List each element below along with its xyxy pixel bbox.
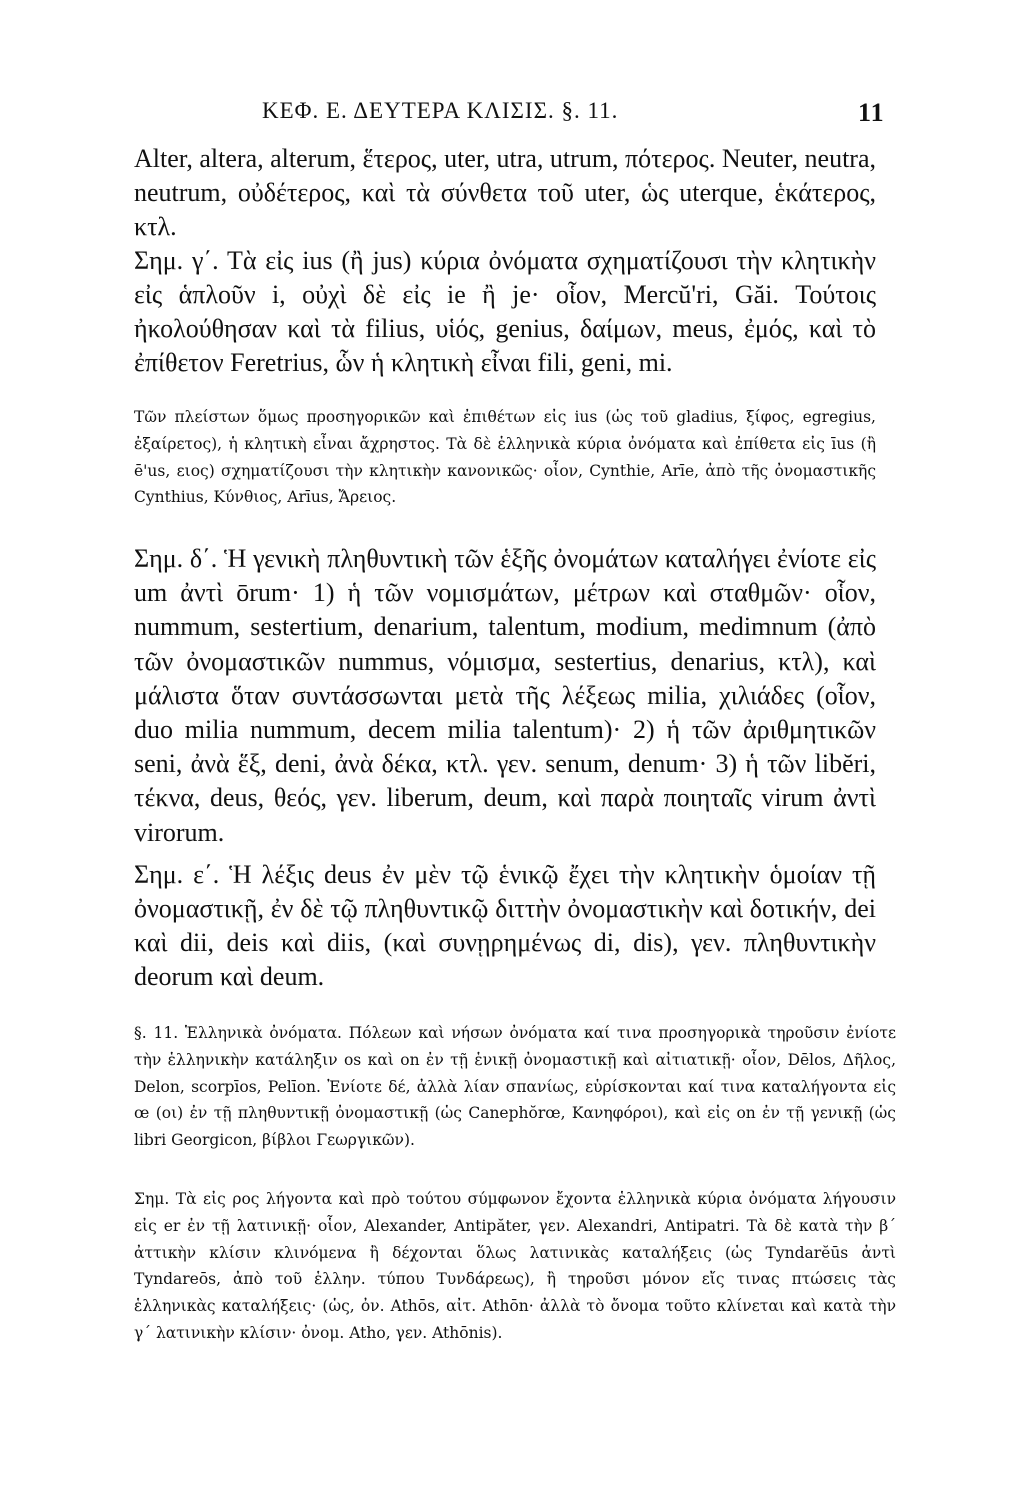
running-header	[0, 98, 1009, 132]
note-gamma-paragraph: Σημ. γ΄. Τὰ εἰς ius (ἢ jus) κύρια ὀνόματα σχηματίζουσι τὴν κλητικὴν εἰς ἁπλοῦν i, οὐχὶ δὲ εἰς ie ἢ je· οἷον, Mercŭ'ri, Găi. Τούτοις ἠκολούθησαν καὶ τὰ filius, υἱός, genius, δαίμων, meus, ἐμός, καὶ τὸ ἐπίθετον Feretrius, ὧν ἡ κλητικὴ εἶναι fili, geni, mi.	[134, 246, 876, 377]
running-title: ΚΕΦ. Ε. ΔΕΥΤΕΡΑ ΚΛΙΣΙΣ. §. 11.	[262, 98, 619, 123]
final-note: Σημ. Τὰ εἰς ρος λήγοντα καὶ πρὸ τούτου σύμφωνον ἔχοντα ἑλληνικὰ κύρια ὀνόματα λήγουσιν εἰς er ἐν τῇ λατινικῇ· οἷον, Alexander, Antipăter, γεν. Alexandri, Antipatri. Τὰ δὲ κατὰ τὴν β΄ ἀττικὴν κλίσιν κλινόμενα ἢ δέχονται ὅλως λατινικὰς καταλήξεις (ὡς Tyndarĕūs ἀντὶ Tyndareōs, ἀπὸ τοῦ ἑλλην. τύπου Τυνδάρεως), ἢ τηροῦσι μόνον εἴς τινας πτώσεις τὰς ἑλληνικὰς καταλήξεις· (ὡς, ὀν. Athōs, αἰτ. Athōn· ἀλλὰ τὸ ὄνομα τοῦτο κλίνεται καὶ κατὰ τὴν γ΄ λατινικὴν κλίσιν· ὀνομ. Atho, γεν. Athōnis).	[134, 1190, 896, 1342]
note-delta-paragraph: Σημ. δ΄. Ἡ γενικὴ πληθυντικὴ τῶν ἑξῆς ὀνομάτων καταλήγει ἐνίοτε εἰς um ἀντὶ ōrum· 1) ἡ τῶν νομισμάτων, μέτρων καὶ σταθμῶν· οἷον, nummum, sestertium, denarium, talentum, modium, medimnum (ἀπὸ τῶν ὀνομαστικῶν nummus, νόμισμα, sestertius, denarius, κτλ), καὶ μάλιστα ὅταν συντάσσωνται μετὰ τῆς λέξεως milia, χιλιάδες (οἷον, duo milia nummum, decem milia talentum)· 2) ἡ τῶν ἀριθμητικῶν seni, ἀνὰ ἕξ, deni, ἀνὰ δέκα, κτλ. γεν. senum, denum· 3) ἡ τῶν libĕri, τέκνα, deus, θεός, γεν. liberum, deum, καὶ παρὰ ποιηταῖς virum ἀντὶ virorum.	[134, 544, 876, 847]
paragraph-alter-neuter: Alter, altera, alterum, ἕτερος, uter, utra, utrum, πότερος. Neuter, neutra, neutrum, οὐδέτερος, καὶ τὰ σύνθετα τοῦ uter, ὡς uterque, ἑκάτερος, κτλ.	[134, 144, 876, 241]
footnote-vocative: Τῶν πλείστων ὅμως προσηγορικῶν καὶ ἐπιθέτων εἰς ius (ὡς τοῦ gladius, ξίφος, egregius, ἐξαίρετος), ἡ κλητικὴ εἶναι ἄχρηστος. Τὰ δὲ ἑλληνικὰ κύρια ὀνόματα καὶ ἐπίθετα εἰς īus (ἢ ē'us, ειος) σχηματίζουσι τὴν κλητικὴν κανονικῶς· οἷον, Cynthie, Arīe, ἀπὸ τῆς ὀνομαστικῆς Cynthius, Κύνθιος, Arīus, Ἄρειος.	[134, 408, 876, 507]
note-epsilon-paragraph: Σημ. ε΄. Ἡ λέξις deus ἐν μὲν τῷ ἑνικῷ ἔχει τὴν κλητικὴν ὁμοίαν τῇ ὀνομαστικῇ, ἐν δὲ τῷ πληθυντικῷ διττὴν ὀνομαστικὴν καὶ δοτικήν, dei καὶ dii, deis καὶ diis, (καὶ συνῃρημένως di, dis), γεν. πληθυντικὴν deorum καὶ deum.	[134, 860, 876, 991]
section-11-greek-nouns: §. 11. Ἑλληνικὰ ὀνόματα. Πόλεων καὶ νήσων ὀνόματα καί τινα προσηγορικὰ τηροῦσιν ἐνίοτε τὴν ἑλληνικὴν κατάληξιν os καὶ on ἐν τῇ ἑνικῇ ὀνομαστικῇ καὶ αἰτιατικῇ· οἷον, Dēlos, Δῆλος, Delon, scorpīos, Pelīon. Ἐνίοτε δέ, ἀλλὰ λίαν σπανίως, εὑρίσκονται καί τινα καταλήγοντα εἰς œ (οι) ἐν τῇ πληθυντικῇ ὀνομαστικῇ (ὡς Canephŏrœ, Κανηφόροι), καὶ εἰς on ἐν τῇ γενικῇ (ὡς libri Georgicon, βίβλοι Γεωργικῶν).	[134, 1024, 896, 1150]
opening-paragraphs	[134, 142, 876, 380]
page-number: 11	[858, 98, 885, 127]
